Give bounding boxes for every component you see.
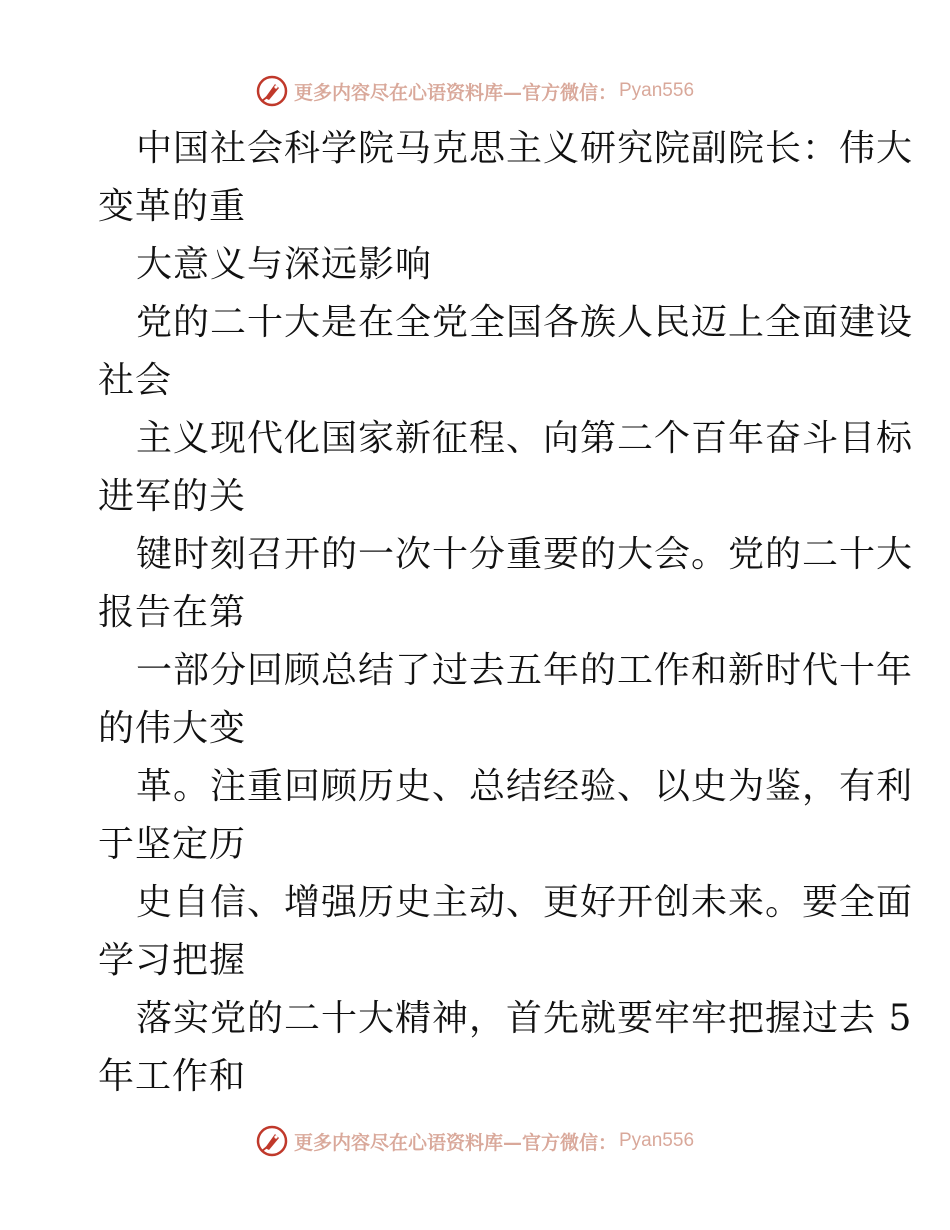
text-line: 史自信、增强历史主动、更好开创未来。要全面 bbox=[136, 882, 914, 923]
header-banner bbox=[0, 71, 950, 111]
text-line: 于坚定历 bbox=[98, 824, 247, 865]
text-line: 变革的重 bbox=[98, 186, 247, 227]
header-wechat-handle: Pyan556 bbox=[619, 80, 695, 101]
text-line: 主义现代化国家新征程、向第二个百年奋斗目标 bbox=[136, 418, 914, 459]
text-line: 党的二十大是在全党全国各族人民迈上全面建设 bbox=[136, 302, 914, 343]
pen-nib-logo-icon bbox=[256, 75, 288, 107]
text-line: 的伟大变 bbox=[98, 708, 247, 749]
text-line: 学习把握 bbox=[98, 940, 247, 981]
text-line: 社会 bbox=[98, 360, 173, 401]
text-line: 中国社会科学院马克思主义研究院副院长：伟大 bbox=[136, 128, 914, 169]
text-line: 键时刻召开的一次十分重要的大会。党的二十大 bbox=[136, 534, 914, 575]
text-line: 一部分回顾总结了过去五年的工作和新时代十年 bbox=[136, 650, 914, 691]
footer-wechat-handle: Pyan556 bbox=[619, 1130, 695, 1151]
text-line: 革。注重回顾历史、总结经验、以史为鉴，有利 bbox=[136, 766, 914, 807]
footer-banner-text: 更多内容尽在心语资料库—官方微信： bbox=[293, 1131, 617, 1154]
text-line: 落实党的二十大精神，首先就要牢牢把握过去 5 bbox=[136, 998, 913, 1039]
text-line: 大意义与深远影响 bbox=[136, 244, 433, 285]
footer-banner bbox=[0, 1121, 950, 1161]
document-body bbox=[98, 120, 914, 1106]
text-line: 进军的关 bbox=[98, 476, 247, 517]
text-line: 年工作和 bbox=[98, 1056, 247, 1097]
pen-nib-logo-icon bbox=[256, 1125, 288, 1157]
header-banner-text: 更多内容尽在心语资料库—官方微信： bbox=[293, 81, 617, 104]
text-line: 报告在第 bbox=[98, 592, 247, 633]
